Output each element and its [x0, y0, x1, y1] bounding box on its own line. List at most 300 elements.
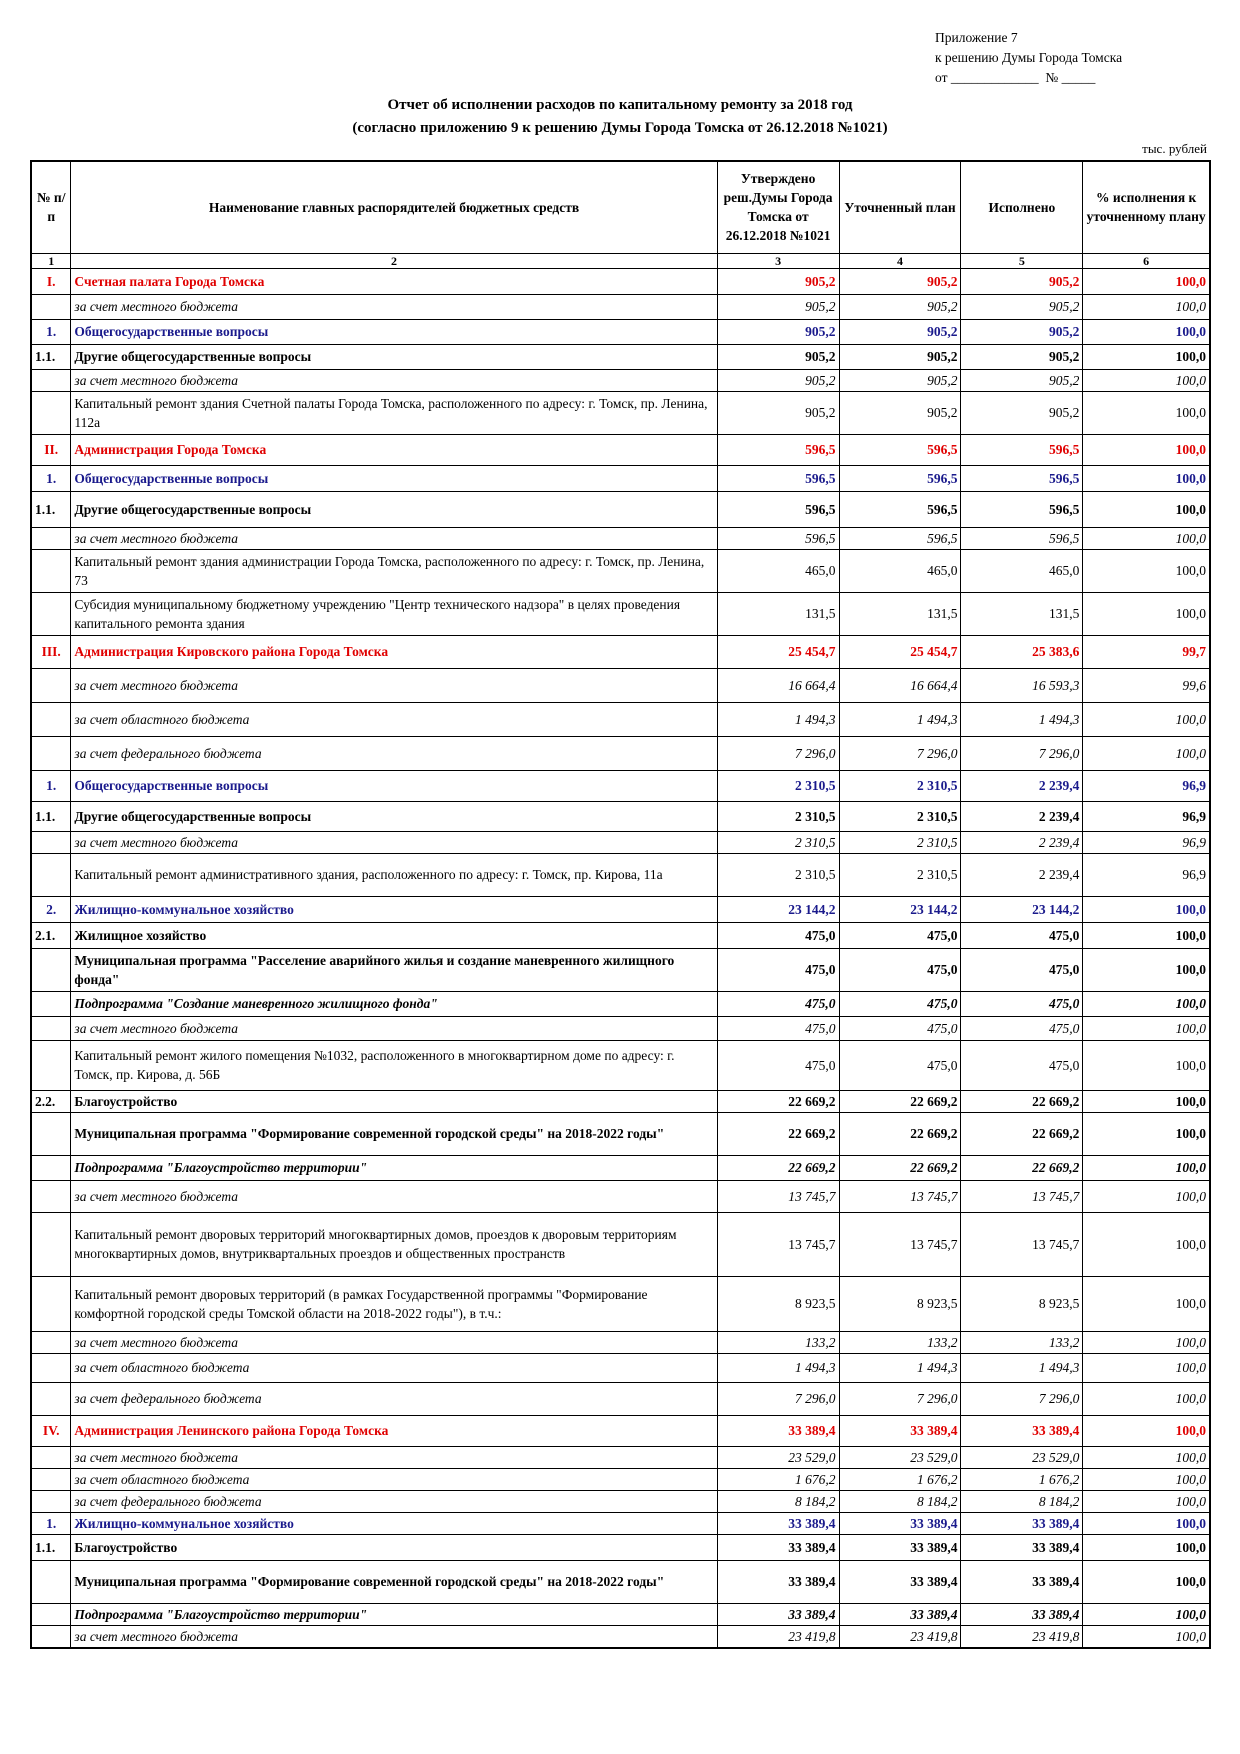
percent-value-cell: 100,0	[1083, 465, 1210, 491]
plan-value-cell: 8 184,2	[839, 1490, 961, 1512]
approved-value-cell: 905,2	[717, 369, 839, 391]
plan-value-cell: 33 389,4	[839, 1560, 961, 1603]
percent-value-cell: 100,0	[1083, 344, 1210, 369]
executed-value-cell: 596,5	[961, 465, 1083, 491]
table-row	[31, 1625, 1210, 1648]
row-name-cell: Другие общегосударственные вопросы	[71, 801, 717, 831]
table-row	[31, 1534, 1210, 1560]
executed-value-cell: 22 669,2	[961, 1155, 1083, 1180]
executed-value-cell: 25 383,6	[961, 635, 1083, 668]
percent-value-cell: 100,0	[1083, 896, 1210, 922]
appendix-line: Приложение 7	[935, 30, 1018, 45]
row-number-cell	[31, 991, 71, 1016]
executed-value-cell: 7 296,0	[961, 1382, 1083, 1415]
row-number-cell	[31, 549, 71, 592]
percent-value-cell: 100,0	[1083, 922, 1210, 948]
executed-value-cell: 475,0	[961, 1016, 1083, 1040]
table-row	[31, 770, 1210, 801]
approved-value-cell: 475,0	[717, 1040, 839, 1090]
row-number-cell: 1.1.	[31, 801, 71, 831]
header-cell-number: № п/п	[31, 161, 71, 253]
row-number-cell	[31, 1212, 71, 1276]
percent-value-cell: 100,0	[1083, 1512, 1210, 1534]
approved-value-cell: 1 494,3	[717, 1353, 839, 1382]
row-number-cell: 1.1.	[31, 344, 71, 369]
executed-value-cell: 596,5	[961, 527, 1083, 549]
table-row	[31, 319, 1210, 344]
approved-value-cell: 596,5	[717, 527, 839, 549]
row-number-cell	[31, 1468, 71, 1490]
executed-value-cell: 8 923,5	[961, 1276, 1083, 1331]
approved-value-cell: 33 389,4	[717, 1560, 839, 1603]
table-row	[31, 1446, 1210, 1468]
approved-value-cell: 905,2	[717, 294, 839, 319]
plan-value-cell: 465,0	[839, 549, 961, 592]
percent-value-cell: 100,0	[1083, 1625, 1210, 1648]
percent-value-cell: 100,0	[1083, 369, 1210, 391]
approved-value-cell: 131,5	[717, 592, 839, 635]
row-name-cell: за счет местного бюджета	[71, 294, 717, 319]
executed-value-cell: 1 676,2	[961, 1468, 1083, 1490]
row-number-cell: 1.1.	[31, 1534, 71, 1560]
approved-value-cell: 25 454,7	[717, 635, 839, 668]
percent-value-cell: 100,0	[1083, 702, 1210, 736]
executed-value-cell: 33 389,4	[961, 1560, 1083, 1603]
approved-value-cell: 475,0	[717, 1016, 839, 1040]
row-number-cell: IV.	[31, 1415, 71, 1446]
row-name-cell: Благоустройство	[71, 1534, 717, 1560]
header-cell-plan: Уточненный план	[839, 161, 961, 253]
plan-value-cell: 596,5	[839, 527, 961, 549]
plan-value-cell: 905,2	[839, 369, 961, 391]
row-number-cell: 2.1.	[31, 922, 71, 948]
percent-value-cell: 100,0	[1083, 527, 1210, 549]
percent-value-cell: 100,0	[1083, 1382, 1210, 1415]
expenditure-table	[30, 160, 1211, 1649]
approved-value-cell: 475,0	[717, 948, 839, 991]
percent-value-cell: 100,0	[1083, 1415, 1210, 1446]
row-name-cell: Благоустройство	[71, 1090, 717, 1112]
executed-value-cell: 33 389,4	[961, 1603, 1083, 1625]
plan-value-cell: 33 389,4	[839, 1512, 961, 1534]
percent-value-cell: 99,6	[1083, 668, 1210, 702]
row-name-cell: за счет местного бюджета	[71, 668, 717, 702]
row-name-cell: за счет местного бюджета	[71, 1625, 717, 1648]
row-name-cell: Капитальный ремонт дворовых территорий многоквартирных домов, проездов к дворовым территориям многоквартирных домов, внутриквартальных проездов и общественных пространств	[71, 1212, 717, 1276]
report-title	[0, 94, 1240, 140]
row-number-cell	[31, 1560, 71, 1603]
plan-value-cell: 2 310,5	[839, 853, 961, 896]
row-name-cell: Администрация Ленинского района Города Томска	[71, 1415, 717, 1446]
percent-value-cell: 100,0	[1083, 1276, 1210, 1331]
percent-value-cell: 100,0	[1083, 434, 1210, 465]
table-row	[31, 991, 1210, 1016]
table-row	[31, 1112, 1210, 1155]
plan-value-cell: 2 310,5	[839, 801, 961, 831]
table-row	[31, 736, 1210, 770]
percent-value-cell: 100,0	[1083, 268, 1210, 294]
row-number-cell	[31, 1331, 71, 1353]
row-number-cell	[31, 592, 71, 635]
header-cell-name: Наименование главных распорядителей бюджетных средств	[71, 161, 717, 253]
table-row	[31, 1490, 1210, 1512]
percent-value-cell: 100,0	[1083, 294, 1210, 319]
executed-value-cell: 16 593,3	[961, 668, 1083, 702]
plan-value-cell: 23 419,8	[839, 1625, 961, 1648]
table-row	[31, 1155, 1210, 1180]
executed-value-cell: 475,0	[961, 1040, 1083, 1090]
header-row	[31, 161, 1210, 253]
percent-value-cell: 100,0	[1083, 1016, 1210, 1040]
executed-value-cell: 2 239,4	[961, 801, 1083, 831]
plan-value-cell: 7 296,0	[839, 1382, 961, 1415]
row-name-cell: Счетная палата Города Томска	[71, 268, 717, 294]
approved-value-cell: 905,2	[717, 319, 839, 344]
row-name-cell: Муниципальная программа "Формирование современной городской среды" на 2018-2022 годы"	[71, 1560, 717, 1603]
report-title-line: Отчет об исполнении расходов по капитальному ремонту за 2018 год	[387, 97, 853, 113]
table-row	[31, 635, 1210, 668]
table-row	[31, 896, 1210, 922]
approved-value-cell: 23 419,8	[717, 1625, 839, 1648]
row-name-cell: Муниципальная программа "Формирование современной городской среды" на 2018-2022 годы"	[71, 1112, 717, 1155]
row-number-cell	[31, 527, 71, 549]
percent-value-cell: 100,0	[1083, 1090, 1210, 1112]
row-name-cell: за счет местного бюджета	[71, 1446, 717, 1468]
plan-value-cell: 1 676,2	[839, 1468, 961, 1490]
row-name-cell: Жилищно-коммунальное хозяйство	[71, 896, 717, 922]
row-name-cell: за счет федерального бюджета	[71, 736, 717, 770]
table-row	[31, 853, 1210, 896]
table-row	[31, 434, 1210, 465]
plan-value-cell: 475,0	[839, 1016, 961, 1040]
plan-value-cell: 33 389,4	[839, 1603, 961, 1625]
executed-value-cell: 7 296,0	[961, 736, 1083, 770]
approved-value-cell: 2 310,5	[717, 770, 839, 801]
row-name-cell: за счет местного бюджета	[71, 1180, 717, 1212]
row-number-cell: 1.	[31, 319, 71, 344]
row-name-cell: за счет областного бюджета	[71, 702, 717, 736]
row-name-cell: Администрация Города Томска	[71, 434, 717, 465]
percent-value-cell: 100,0	[1083, 1155, 1210, 1180]
table-row	[31, 831, 1210, 853]
row-number-cell	[31, 1040, 71, 1090]
percent-value-cell: 96,9	[1083, 770, 1210, 801]
row-name-cell: Администрация Кировского района Города Томска	[71, 635, 717, 668]
row-name-cell: за счет областного бюджета	[71, 1468, 717, 1490]
table-row	[31, 1353, 1210, 1382]
executed-value-cell: 905,2	[961, 319, 1083, 344]
executed-value-cell: 1 494,3	[961, 702, 1083, 736]
executed-value-cell: 905,2	[961, 268, 1083, 294]
approved-value-cell: 7 296,0	[717, 736, 839, 770]
row-name-cell: Подпрограмма "Благоустройство территории"	[71, 1603, 717, 1625]
table-row	[31, 294, 1210, 319]
row-number-cell	[31, 1446, 71, 1468]
header-cell-percent: % исполнения к уточненному плану	[1083, 161, 1210, 253]
plan-value-cell: 33 389,4	[839, 1415, 961, 1446]
approved-value-cell: 1 676,2	[717, 1468, 839, 1490]
row-name-cell: Общегосударственные вопросы	[71, 465, 717, 491]
row-name-cell: за счет местного бюджета	[71, 1016, 717, 1040]
table-row	[31, 491, 1210, 527]
row-number-cell	[31, 668, 71, 702]
plan-value-cell: 16 664,4	[839, 668, 961, 702]
plan-value-cell: 905,2	[839, 391, 961, 434]
plan-value-cell: 22 669,2	[839, 1090, 961, 1112]
header-cell-approved: Утверждено реш.Думы Города Томска от 26.12.2018 №1021	[717, 161, 839, 253]
plan-value-cell: 475,0	[839, 922, 961, 948]
executed-value-cell: 22 669,2	[961, 1112, 1083, 1155]
appendix-line: к решению Думы Города Томска	[935, 50, 1123, 65]
executed-value-cell: 23 419,8	[961, 1625, 1083, 1648]
row-name-cell: за счет областного бюджета	[71, 1353, 717, 1382]
table-row	[31, 1212, 1210, 1276]
approved-value-cell: 905,2	[717, 268, 839, 294]
table-row	[31, 801, 1210, 831]
percent-value-cell: 100,0	[1083, 1180, 1210, 1212]
table-body	[31, 161, 1210, 1648]
table-row	[31, 1180, 1210, 1212]
executed-value-cell: 905,2	[961, 369, 1083, 391]
approved-value-cell: 16 664,4	[717, 668, 839, 702]
row-number-cell: I.	[31, 268, 71, 294]
row-number-cell	[31, 1180, 71, 1212]
approved-value-cell: 23 529,0	[717, 1446, 839, 1468]
approved-value-cell: 7 296,0	[717, 1382, 839, 1415]
table-row	[31, 344, 1210, 369]
row-number-cell	[31, 1276, 71, 1331]
row-number-cell: 2.	[31, 896, 71, 922]
approved-value-cell: 465,0	[717, 549, 839, 592]
approved-value-cell: 596,5	[717, 465, 839, 491]
plan-value-cell: 23 144,2	[839, 896, 961, 922]
row-name-cell: Капитальный ремонт здания Счетной палаты Города Томска, расположенного по адресу: г. Томск, пр. Ленина, 112а	[71, 391, 717, 434]
table-row	[31, 527, 1210, 549]
plan-value-cell: 33 389,4	[839, 1534, 961, 1560]
row-number-cell	[31, 1016, 71, 1040]
plan-value-cell: 22 669,2	[839, 1155, 961, 1180]
executed-value-cell: 905,2	[961, 294, 1083, 319]
row-name-cell: Общегосударственные вопросы	[71, 319, 717, 344]
executed-value-cell: 2 239,4	[961, 770, 1083, 801]
percent-value-cell: 100,0	[1083, 1331, 1210, 1353]
executed-value-cell: 475,0	[961, 948, 1083, 991]
row-number-cell	[31, 369, 71, 391]
approved-value-cell: 2 310,5	[717, 853, 839, 896]
row-number-cell	[31, 853, 71, 896]
approved-value-cell: 33 389,4	[717, 1534, 839, 1560]
approved-value-cell: 2 310,5	[717, 831, 839, 853]
approved-value-cell: 2 310,5	[717, 801, 839, 831]
row-name-cell: Подпрограмма "Благоустройство территории"	[71, 1155, 717, 1180]
percent-value-cell: 100,0	[1083, 1490, 1210, 1512]
plan-value-cell: 133,2	[839, 1331, 961, 1353]
plan-value-cell: 475,0	[839, 948, 961, 991]
executed-value-cell: 596,5	[961, 491, 1083, 527]
plan-value-cell: 905,2	[839, 294, 961, 319]
row-number-cell	[31, 831, 71, 853]
executed-value-cell: 905,2	[961, 344, 1083, 369]
table-row	[31, 1090, 1210, 1112]
table-row	[31, 1560, 1210, 1603]
table-row	[31, 1382, 1210, 1415]
column-number-row	[31, 253, 1210, 268]
executed-value-cell: 133,2	[961, 1331, 1083, 1353]
plan-value-cell: 23 529,0	[839, 1446, 961, 1468]
row-number-cell: 1.	[31, 465, 71, 491]
percent-value-cell: 100,0	[1083, 592, 1210, 635]
table-row	[31, 1040, 1210, 1090]
table-row	[31, 549, 1210, 592]
percent-value-cell: 96,9	[1083, 801, 1210, 831]
table-row	[31, 922, 1210, 948]
executed-value-cell: 475,0	[961, 991, 1083, 1016]
row-name-cell: за счет федерального бюджета	[71, 1490, 717, 1512]
percent-value-cell: 100,0	[1083, 1534, 1210, 1560]
table-row	[31, 465, 1210, 491]
plan-value-cell: 2 310,5	[839, 831, 961, 853]
column-number: 5	[961, 253, 1083, 268]
row-number-cell: 1.1.	[31, 491, 71, 527]
row-number-cell	[31, 1490, 71, 1512]
table-row	[31, 1512, 1210, 1534]
approved-value-cell: 13 745,7	[717, 1212, 839, 1276]
approved-value-cell: 33 389,4	[717, 1512, 839, 1534]
approved-value-cell: 22 669,2	[717, 1155, 839, 1180]
plan-value-cell: 905,2	[839, 344, 961, 369]
row-number-cell	[31, 1112, 71, 1155]
table-row	[31, 391, 1210, 434]
appendix-line: от _____________ № _____	[935, 70, 1096, 85]
row-name-cell: Другие общегосударственные вопросы	[71, 491, 717, 527]
approved-value-cell: 8 923,5	[717, 1276, 839, 1331]
report-title-subline: (согласно приложению 9 к решению Думы Города Томска от 26.12.2018 №1021)	[352, 120, 888, 136]
row-number-cell: II.	[31, 434, 71, 465]
row-name-cell: Капитальный ремонт жилого помещения №1032, расположенного в многоквартирном доме по адресу: г. Томск, пр. Кирова, д. 56Б	[71, 1040, 717, 1090]
row-name-cell: за счет местного бюджета	[71, 369, 717, 391]
row-name-cell: Жилищно-коммунальное хозяйство	[71, 1512, 717, 1534]
plan-value-cell: 596,5	[839, 491, 961, 527]
table-row	[31, 1415, 1210, 1446]
executed-value-cell: 1 494,3	[961, 1353, 1083, 1382]
executed-value-cell: 596,5	[961, 434, 1083, 465]
percent-value-cell: 96,9	[1083, 831, 1210, 853]
row-number-cell: 2.2.	[31, 1090, 71, 1112]
percent-value-cell: 100,0	[1083, 549, 1210, 592]
row-number-cell	[31, 294, 71, 319]
row-name-cell: Другие общегосударственные вопросы	[71, 344, 717, 369]
row-number-cell: 1.	[31, 770, 71, 801]
plan-value-cell: 1 494,3	[839, 1353, 961, 1382]
percent-value-cell: 100,0	[1083, 1353, 1210, 1382]
percent-value-cell: 100,0	[1083, 491, 1210, 527]
executed-value-cell: 22 669,2	[961, 1090, 1083, 1112]
table-row	[31, 268, 1210, 294]
plan-value-cell: 7 296,0	[839, 736, 961, 770]
table-row	[31, 1331, 1210, 1353]
row-number-cell	[31, 736, 71, 770]
row-name-cell: за счет местного бюджета	[71, 831, 717, 853]
row-name-cell: Капитальный ремонт здания администрации Города Томска, расположенного по адресу: г. Томск, пр. Ленина, 73	[71, 549, 717, 592]
table-row	[31, 1468, 1210, 1490]
approved-value-cell: 33 389,4	[717, 1415, 839, 1446]
percent-value-cell: 100,0	[1083, 948, 1210, 991]
approved-value-cell: 133,2	[717, 1331, 839, 1353]
table-row	[31, 592, 1210, 635]
row-number-cell	[31, 1625, 71, 1648]
approved-value-cell: 1 494,3	[717, 702, 839, 736]
plan-value-cell: 475,0	[839, 1040, 961, 1090]
executed-value-cell: 475,0	[961, 922, 1083, 948]
row-name-cell: Подпрограмма "Создание маневренного жилищного фонда"	[71, 991, 717, 1016]
row-name-cell: Капитальный ремонт административного здания, расположенного по адресу: г. Томск, пр. Кирова, 11а	[71, 853, 717, 896]
table-row	[31, 948, 1210, 991]
table-row	[31, 668, 1210, 702]
row-number-cell	[31, 702, 71, 736]
row-number-cell	[31, 1603, 71, 1625]
percent-value-cell: 99,7	[1083, 635, 1210, 668]
approved-value-cell: 8 184,2	[717, 1490, 839, 1512]
column-number: 3	[717, 253, 839, 268]
percent-value-cell: 100,0	[1083, 1112, 1210, 1155]
plan-value-cell: 8 923,5	[839, 1276, 961, 1331]
approved-value-cell: 22 669,2	[717, 1090, 839, 1112]
approved-value-cell: 596,5	[717, 491, 839, 527]
plan-value-cell: 13 745,7	[839, 1180, 961, 1212]
executed-value-cell: 2 239,4	[961, 853, 1083, 896]
executed-value-cell: 131,5	[961, 592, 1083, 635]
executed-value-cell: 13 745,7	[961, 1212, 1083, 1276]
table-row	[31, 1276, 1210, 1331]
plan-value-cell: 596,5	[839, 434, 961, 465]
column-number: 2	[71, 253, 717, 268]
executed-value-cell: 13 745,7	[961, 1180, 1083, 1212]
row-number-cell	[31, 948, 71, 991]
percent-value-cell: 100,0	[1083, 1468, 1210, 1490]
approved-value-cell: 475,0	[717, 922, 839, 948]
plan-value-cell: 25 454,7	[839, 635, 961, 668]
approved-value-cell: 22 669,2	[717, 1112, 839, 1155]
percent-value-cell: 100,0	[1083, 1040, 1210, 1090]
approved-value-cell: 475,0	[717, 991, 839, 1016]
percent-value-cell: 100,0	[1083, 1446, 1210, 1468]
approved-value-cell: 905,2	[717, 391, 839, 434]
executed-value-cell: 465,0	[961, 549, 1083, 592]
table-row	[31, 369, 1210, 391]
percent-value-cell: 100,0	[1083, 1603, 1210, 1625]
plan-value-cell: 1 494,3	[839, 702, 961, 736]
row-name-cell: Общегосударственные вопросы	[71, 770, 717, 801]
plan-value-cell: 905,2	[839, 319, 961, 344]
header-cell-executed: Исполнено	[961, 161, 1083, 253]
plan-value-cell: 22 669,2	[839, 1112, 961, 1155]
table-row	[31, 1016, 1210, 1040]
row-number-cell: 1.	[31, 1512, 71, 1534]
plan-value-cell: 131,5	[839, 592, 961, 635]
percent-value-cell: 100,0	[1083, 1212, 1210, 1276]
approved-value-cell: 23 144,2	[717, 896, 839, 922]
row-name-cell: Муниципальная программа "Расселение аварийного жилья и создание маневренного жилищного фонда"	[71, 948, 717, 991]
row-name-cell: за счет федерального бюджета	[71, 1382, 717, 1415]
plan-value-cell: 475,0	[839, 991, 961, 1016]
executed-value-cell: 33 389,4	[961, 1512, 1083, 1534]
plan-value-cell: 13 745,7	[839, 1212, 961, 1276]
executed-value-cell: 33 389,4	[961, 1415, 1083, 1446]
row-name-cell: Субсидия муниципальному бюджетному учреждению "Центр технического надзора" в целях проведения капитального ремонта здания	[71, 592, 717, 635]
row-number-cell: III.	[31, 635, 71, 668]
table-row	[31, 702, 1210, 736]
executed-value-cell: 23 529,0	[961, 1446, 1083, 1468]
